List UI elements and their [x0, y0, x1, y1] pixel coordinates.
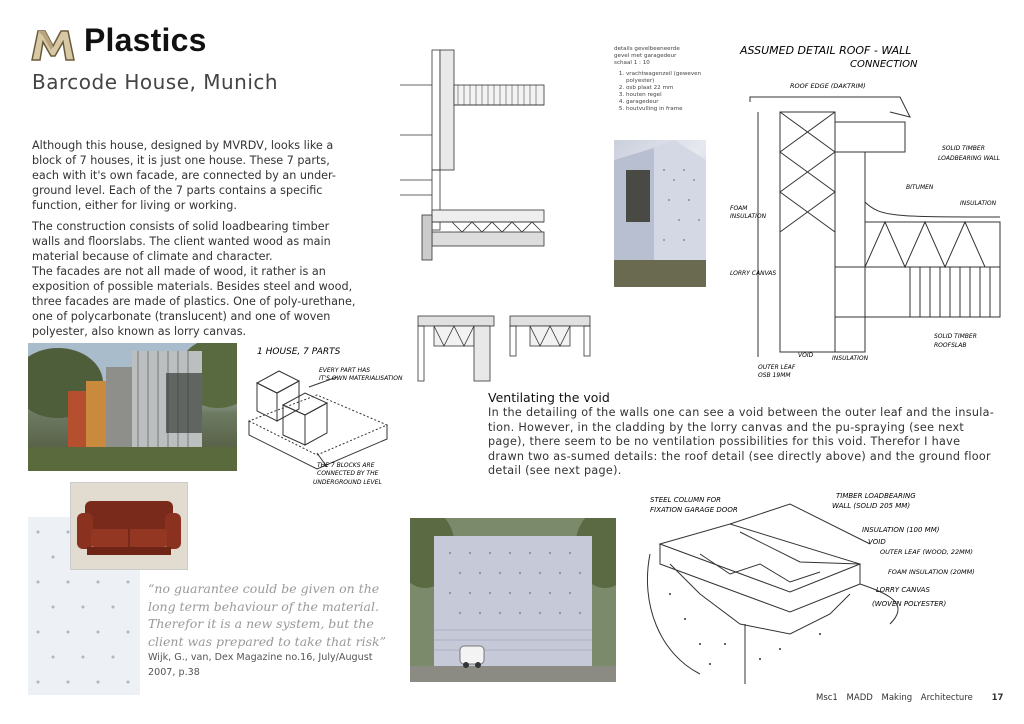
legend-item: 5. houtvulling in frame — [626, 106, 714, 113]
label-solid-timber-slab-1: SOLID TIMBER — [934, 333, 977, 340]
blocks-sketch — [247, 343, 407, 493]
legend-heading-2: gevel met garagedeur — [614, 53, 677, 59]
blocks-sketch-title: 1 HOUSE, 7 PARTS — [257, 347, 341, 357]
construction-paragraph — [32, 219, 357, 339]
legend-item: 2. osb plaat 22 mm — [626, 85, 714, 92]
label-insulation-bottom: INSULATION — [832, 355, 869, 362]
ground-label-steel-2: FIXATION GARAGE DOOR — [650, 506, 738, 514]
house-photo — [28, 343, 237, 471]
m-logo-icon — [30, 28, 76, 62]
label-outer-leaf-1: OUTER LEAF — [758, 364, 796, 371]
ground-label-insulation: INSULATION (100 MM) — [862, 526, 940, 534]
ventilating-heading: Ventilating the void — [488, 390, 610, 405]
label-loadbearing-wall: LOADBEARING WALL — [938, 155, 1001, 162]
blocks-note2-line2: CONNECTED BY THE — [317, 470, 379, 477]
paragraph-3: The facades are not all made of wood, it rather is an exposition of possible materials. Besides steel and wood, three facades are made of plastics. One of poly-urethane, one of polycarbonate (translucent) and one of woven polyester, also known as lorry canvas. — [32, 265, 356, 338]
ground-label-timber-2: WALL (SOLID 205 MM) — [832, 502, 911, 510]
ground-label-timber-1: TIMBER LOADBEARING — [836, 492, 916, 500]
wall-detail-drawing — [392, 45, 552, 265]
legend-list — [614, 71, 714, 113]
page-subtitle: Barcode House, Munich — [32, 70, 279, 94]
sofa-illustration — [71, 483, 187, 569]
label-solid-timber: SOLID TIMBER — [942, 145, 985, 152]
quote-text: “no guarantee could be given on the long term behaviour of the material. Therefor it is a new system, but the client was prepared to take that risk” — [148, 581, 386, 649]
quote-citation: Wijk, G., van, Dex Magazine no.16, July/August 2007, p.38 — [148, 652, 373, 678]
label-lorry-canvas: LORRY CANVAS — [730, 270, 777, 277]
roof-sketch-title-line2: CONNECTION — [850, 59, 918, 70]
legend-heading-3: schaal 1 : 10 — [614, 60, 650, 66]
detail-legend — [614, 46, 714, 113]
paragraph-1: Although this house, designed by MVRDV, looks like a block of 7 houses, it is just one house. These 7 parts, each with it's own facade, are connected by an under-ground level. Each of the 7 parts contains a specific function, either for living or working. — [32, 139, 336, 212]
facade-photo-large — [410, 518, 616, 682]
label-insulation: INSULATION — [960, 200, 997, 207]
blocks-note1-line2: IT'S OWN MATERIALISATION — [319, 375, 403, 382]
ground-label-lorry-1: LORRY CANVAS — [876, 586, 930, 594]
legend-item: 4. garagedeur — [626, 99, 714, 106]
footer-module: Making Architecture — [881, 693, 973, 703]
page-number: 17 — [991, 693, 1004, 703]
ventilating-text: In the detailing of the walls one can see a void between the outer leaf and the insula-tion. However, in the cladding by the lorry canvas and the pu-spraying (see next page), there seem to be no ventilation possibilities for this void. Therefor I have drawn two as-sumed details: the roof detail (see directly above) and the ground floor detail (see next page). — [488, 406, 995, 478]
corner-detail-drawing — [414, 298, 604, 383]
paragraph-2: The construction consists of solid loadbearing timber walls and floorslabs. The client wanted wood as main material because of climate and character. — [32, 220, 331, 263]
facade-photo-large-illustration — [410, 518, 616, 682]
label-void: VOID — [798, 352, 814, 359]
label-bitumen: BITUMEN — [906, 184, 934, 191]
footer-course: Msc1 MADD — [816, 693, 873, 703]
label-roof-edge: ROOF EDGE (DAKTRIM) — [790, 82, 866, 90]
roof-wall-sketch — [710, 42, 1010, 382]
blocks-note2-line3: UNDERGROUND LEVEL — [313, 479, 382, 486]
ground-label-foam: FOAM INSULATION (20MM) — [888, 568, 975, 576]
ground-label-lorry-2: (WOVEN POLYESTER) — [872, 600, 947, 608]
label-outer-leaf-2: OSB 19MM — [758, 372, 791, 379]
label-solid-timber-slab-2: ROOFSLAB — [934, 342, 967, 349]
blocks-note2-line1: THE 7 BLOCKS ARE — [317, 462, 375, 469]
sofa-photo — [70, 482, 188, 570]
legend-item: 1. vrachtwagenzeil (geweven polyester) — [626, 71, 714, 85]
ground-label-steel-1: STEEL COLUMN FOR — [650, 496, 722, 504]
ground-label-void: VOID — [868, 538, 886, 546]
label-foam: FOAM — [730, 205, 748, 212]
page-footer — [816, 693, 1003, 703]
label-foam-insulation: INSULATION — [730, 213, 767, 220]
facade-photo-small — [614, 140, 706, 287]
house-photo-illustration — [28, 343, 237, 471]
page-title: Plastics — [84, 22, 207, 58]
intro-paragraph — [32, 138, 357, 213]
blocks-note1-line1: EVERY PART HAS — [319, 367, 371, 374]
roof-sketch-title-line1: ASSUMED DETAIL ROOF - WALL — [740, 44, 912, 57]
legend-item: 3. houten regel — [626, 92, 714, 99]
legend-heading-1: details gevelbeeneerde — [614, 46, 680, 52]
facade-photo-small-illustration — [614, 140, 706, 287]
ground-floor-sketch — [640, 484, 1010, 689]
ground-label-outer-leaf: OUTER LEAF (WOOD, 22MM) — [880, 548, 973, 556]
